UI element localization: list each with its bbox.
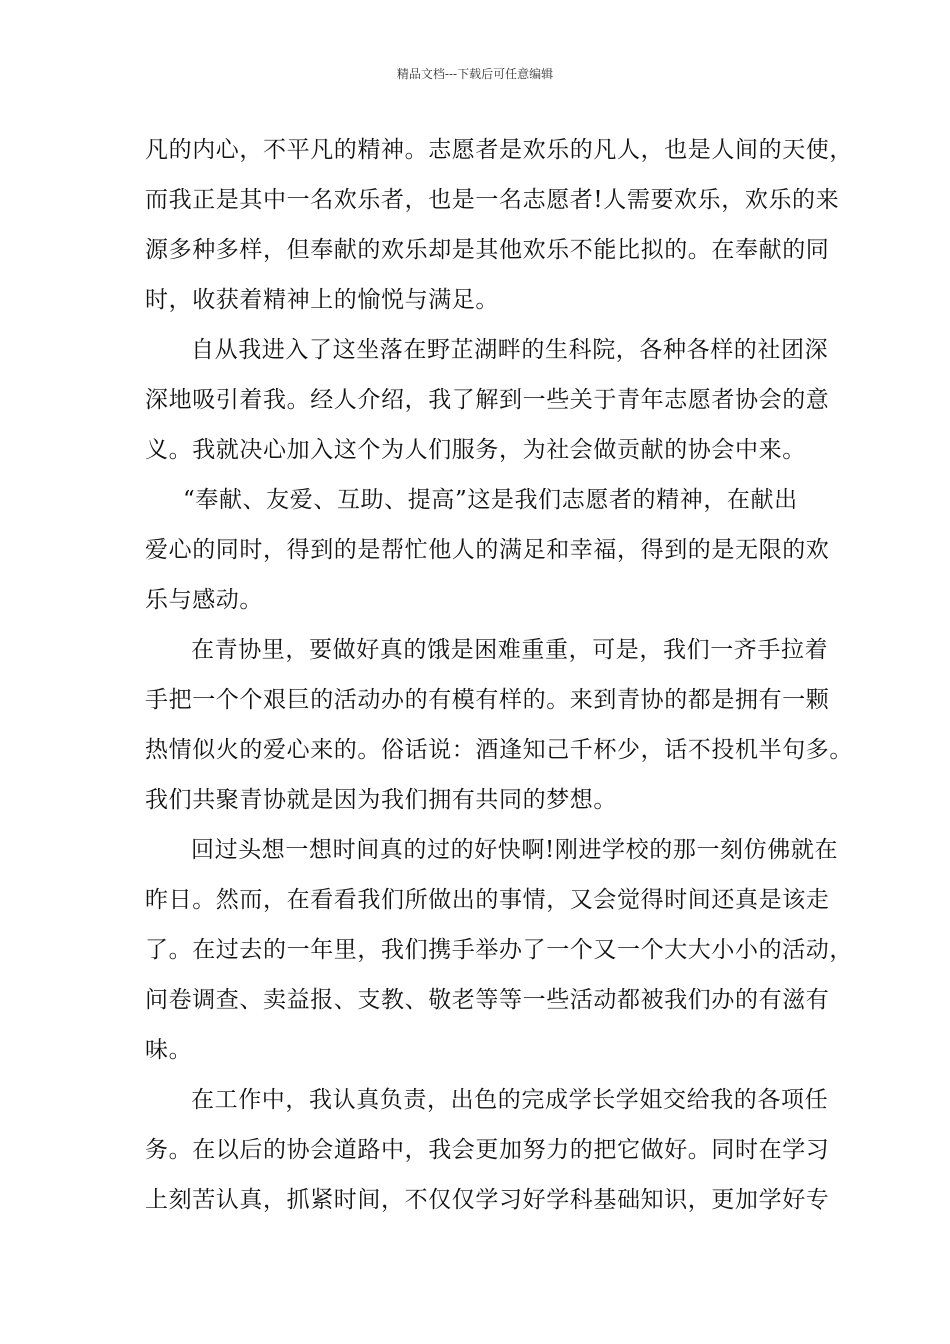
page-header: 精品文档---下载后可任意编辑	[396, 67, 554, 81]
text-line: 问卷调查、卖益报、支教、敬老等等一些活动都被我们办的有滋有	[145, 987, 830, 1013]
text-line: 上刻苦认真，抓紧时间，不仅仅学习好学科基础知识，更加学好专	[145, 1187, 830, 1213]
text-line: 时，收获着精神上的愉悦与满足。	[145, 287, 499, 313]
text-line: 义。我就决心加入这个为人们服务，为社会做贡献的协会中来。	[145, 437, 806, 463]
text-line: 而我正是其中一名欢乐者，也是一名志愿者!人需要欢乐，欢乐的来	[145, 187, 840, 213]
text-line: 爱心的同时，得到的是帮忙他人的满足和幸福，得到的是无限的欢	[145, 537, 830, 563]
text-line: 源多种多样，但奉献的欢乐却是其他欢乐不能比拟的。在奉献的同	[145, 237, 830, 263]
paragraph-first-line: 回过头想一想时间真的过的好快啊!刚进学校的那一刻仿佛就在	[191, 837, 839, 863]
text-line: 手把一个个艰巨的活动办的有模有样的。来到青协的都是拥有一颗	[145, 687, 830, 713]
text-line: 我们共聚青协就是因为我们拥有共同的梦想。	[145, 787, 617, 813]
text-line: 务。在以后的协会道路中，我会更加努力的把它做好。同时在学习	[145, 1137, 830, 1163]
text-line: 热情似火的爱心来的。俗话说：酒逢知己千杯少，话不投机半句多。	[145, 737, 853, 763]
text-line: 昨日。然而，在看看我们所做出的事情，又会觉得时间还真是该走	[145, 887, 830, 913]
text-line: 乐与感动。	[145, 587, 263, 613]
paragraph-first-line: 自从我进入了这坐落在野芷湖畔的生科院，各种各样的社团深	[191, 337, 829, 363]
text-line: 味。	[145, 1037, 193, 1063]
text-line: 深地吸引着我。经人介绍，我了解到一些关于青年志愿者协会的意	[145, 387, 830, 413]
paragraph-first-line: 在青协里，要做好真的饿是困难重重，可是，我们一齐手拉着	[191, 637, 829, 663]
text-line: 凡的内心，不平凡的精神。志愿者是欢乐的凡人，也是人间的天使，	[145, 137, 853, 163]
paragraph-first-line: 在工作中，我认真负责，出色的完成学长学姐交给我的各项任	[191, 1087, 829, 1113]
text-line: 了。在过去的一年里，我们携手举办了一个又一个大大小小的活动，	[145, 937, 853, 963]
paragraph-first-line: “奉献、友爱、互助、提高”这是我们志愿者的精神，在献出	[183, 487, 798, 513]
